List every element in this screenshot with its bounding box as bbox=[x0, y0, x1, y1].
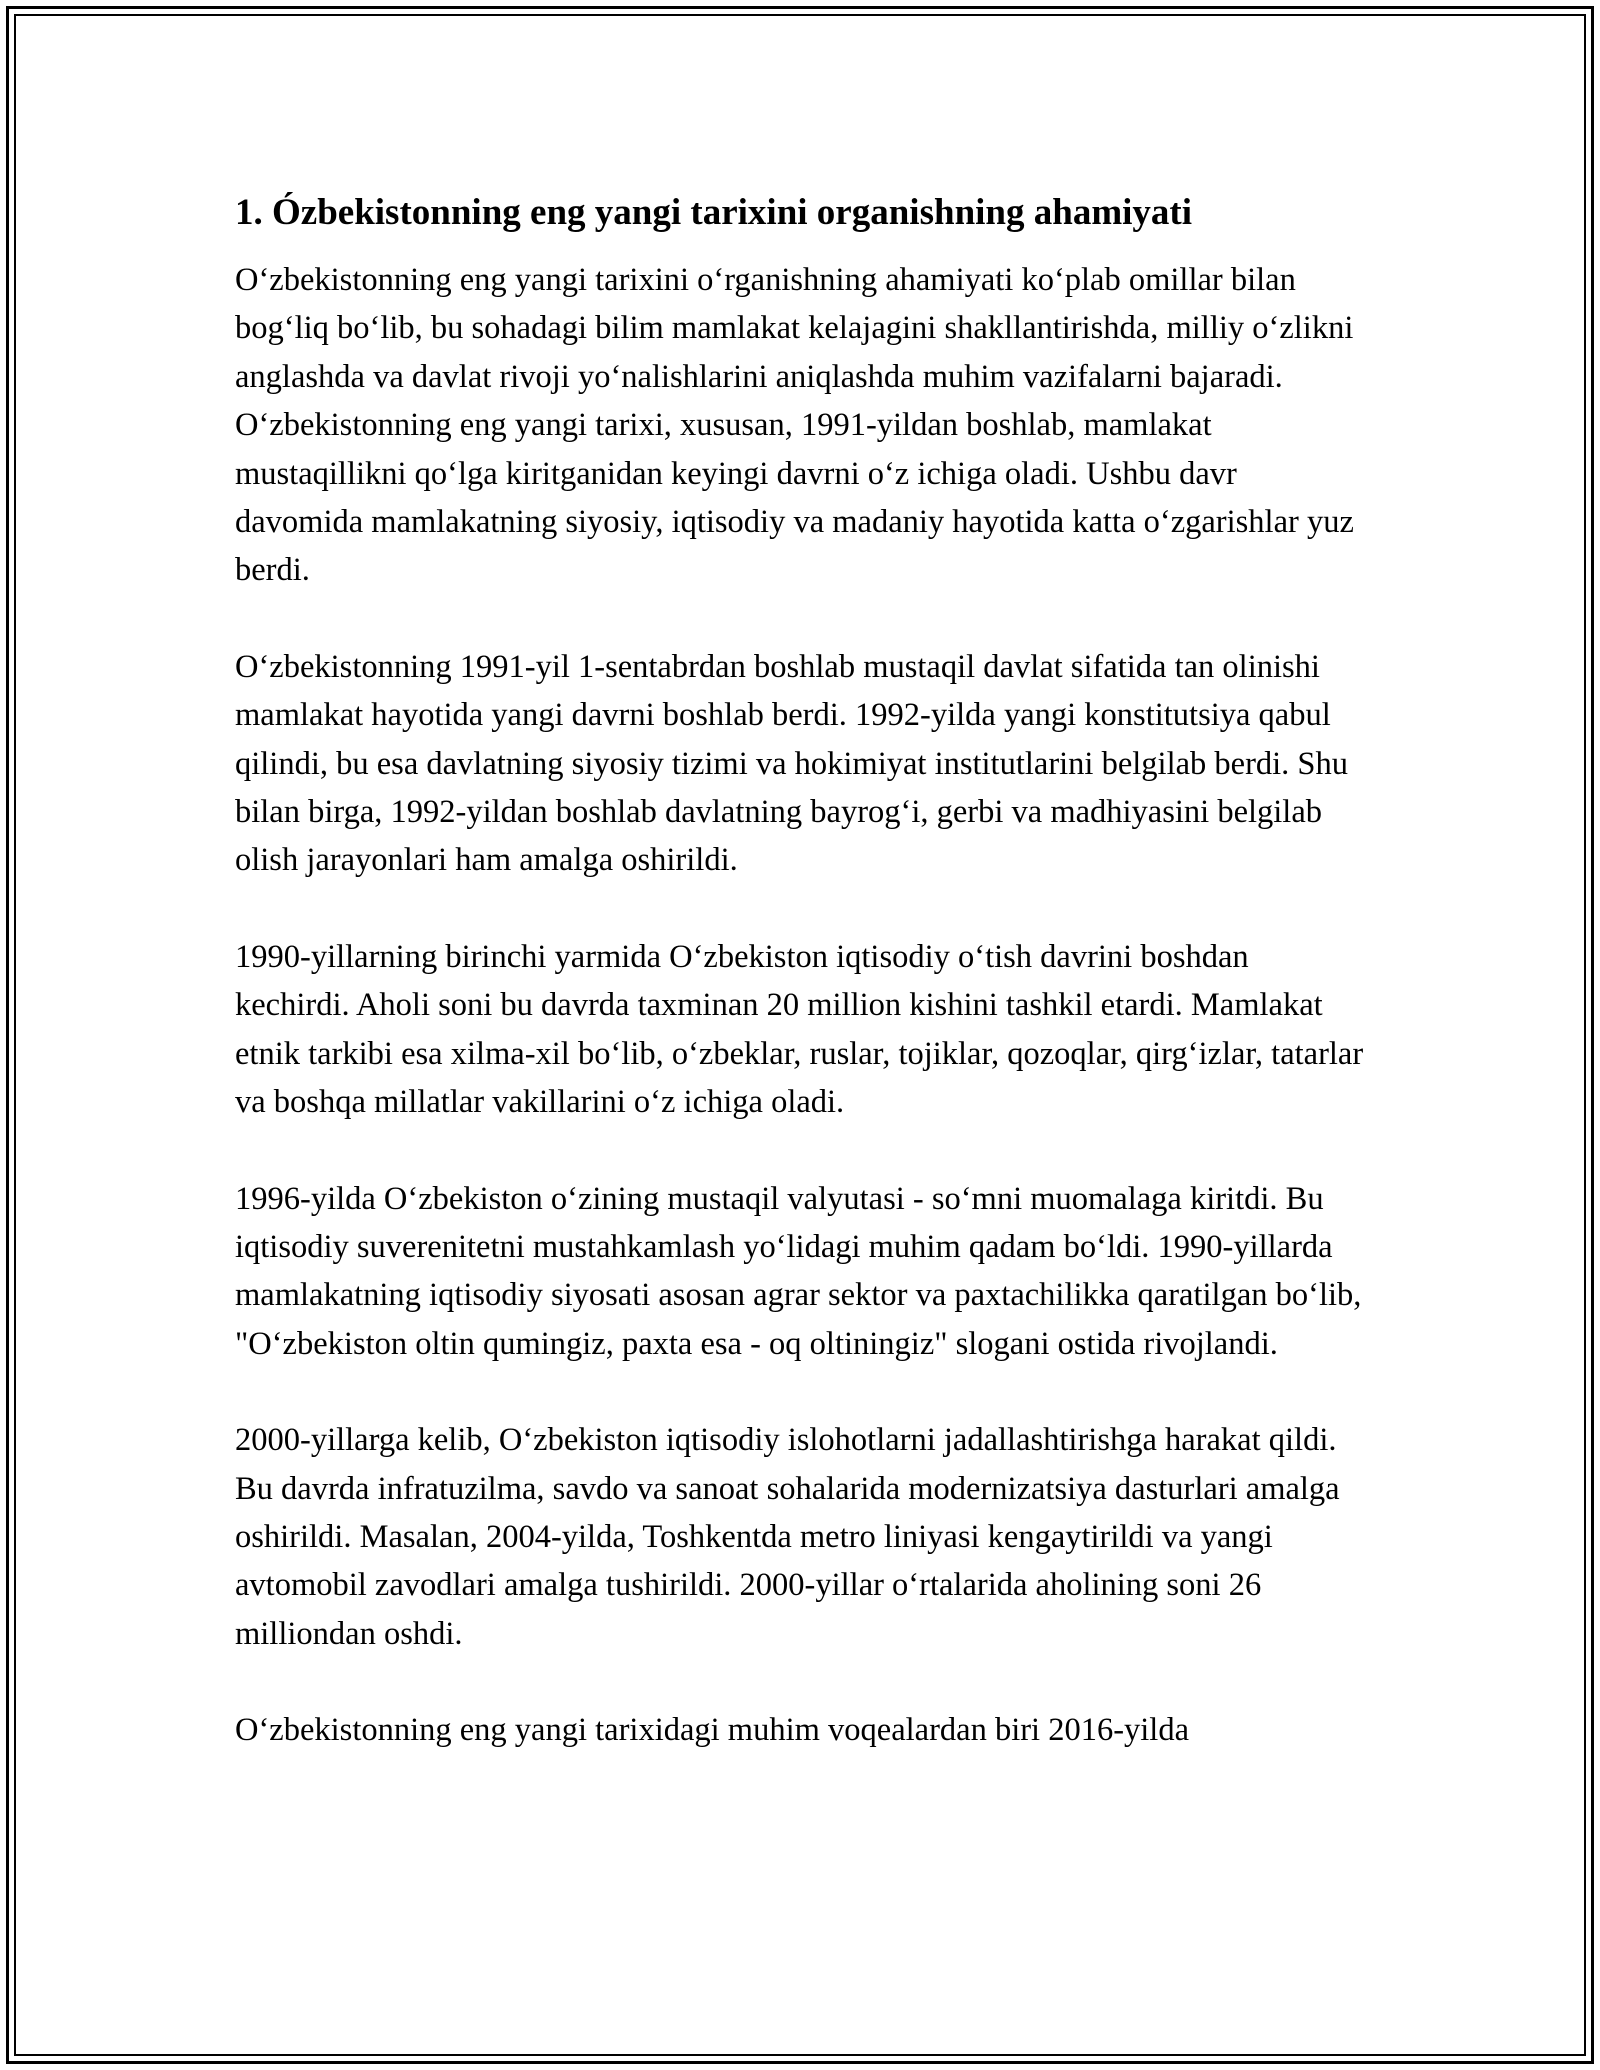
paragraph-3: 1990-yillarning birinchi yarmida O‘zbekiston iqtisodiy o‘tish davrini boshdan kechirdi. Aholi soni bu davrda taxminan 20 million kishini tashkil etardi. Mamlakat etnik tarkibi esa xilma-xil bo‘lib, o‘zbeklar, ruslar, tojiklar, qozoqlar, qirg‘izlar, tatarlar va boshqa millatlar vakillarini o‘z ichiga oladi. bbox=[235, 938, 1364, 1121]
paragraph-6: O‘zbekistonning eng yangi tarixidagi muhim voqealardan biri 2016-yilda bbox=[235, 1712, 1190, 1749]
section-heading: 1. Ózbekistonning eng yangi tarixini organishning ahamiyati bbox=[235, 192, 1193, 233]
document-page bbox=[235, 186, 1370, 1803]
paragraph-4: 1996-yilda O‘zbekiston o‘zining mustaqil valyutasi - so‘mni muomalaga kiritdi. Bu iqtisodiy suverenitetni mustahkamlash yo‘lidagi muhim qadam bo‘ldi. 1990-yillarda mamlakatning iqtisodiy siyosati asosan agrar sektor va paxtachilikka qaratilgan bo‘lib, "O‘zbekiston oltin qumingiz, paxta esa - oq oltiningiz" slogani ostida rivojlandi. bbox=[235, 1180, 1362, 1362]
paragraph-1: O‘zbekistonning eng yangi tarixini o‘rganishning ahamiyati ko‘plab omillar bilan bog‘liq bo‘lib, bu sohadagi bilim mamlakat kelajagini shakllantirishda, milliy o‘zlikni anglashda va davlat rivoji yo‘nalishlarini aniqlashda muhim vazifalarni bajaradi. O‘zbekistonning eng yangi tarixi, xususan, 1991-yildan boshlab, mamlakat mustaqillikni qo‘lga kiritganidan keyingi davrni o‘z ichiga oladi. Ushbu davr davomida mamlakatning siyosiy, iqtisodiy va madaniy hayotida katta o‘zgarishlar yuz berdi. bbox=[235, 262, 1354, 589]
paragraph-5: 2000-yillarga kelib, O‘zbekiston iqtisodiy islohotlarni jadallashtirishga harakat qildi. Bu davrda infratuzilma, savdo va sanoat sohalarida modernizatsiya dasturlari amalga oshirildi. Masalan, 2004-yilda, Toshkentda metro liniyasi kengaytirildi va yangi avtomobil zavodlari amalga tushirildi. 2000-yillar o‘rtalarida aholining soni 26 milliondan oshdi. bbox=[235, 1422, 1340, 1652]
paragraph-2: O‘zbekistonning 1991-yil 1-sentabrdan boshlab mustaqil davlat sifatida tan olinishi mamlakat hayotida yangi davrni boshlab berdi. 1992-yilda yangi konstitutsiya qabul qilindi, bu esa davlatning siyosiy tizimi va hokimiyat institutlarini belgilab berdi. Shu bilan birga, 1992-yildan boshlab davlatning bayrog‘i, gerbi va madhiyasini belgilab olish jarayonlari ham amalga oshirildi. bbox=[235, 648, 1348, 879]
